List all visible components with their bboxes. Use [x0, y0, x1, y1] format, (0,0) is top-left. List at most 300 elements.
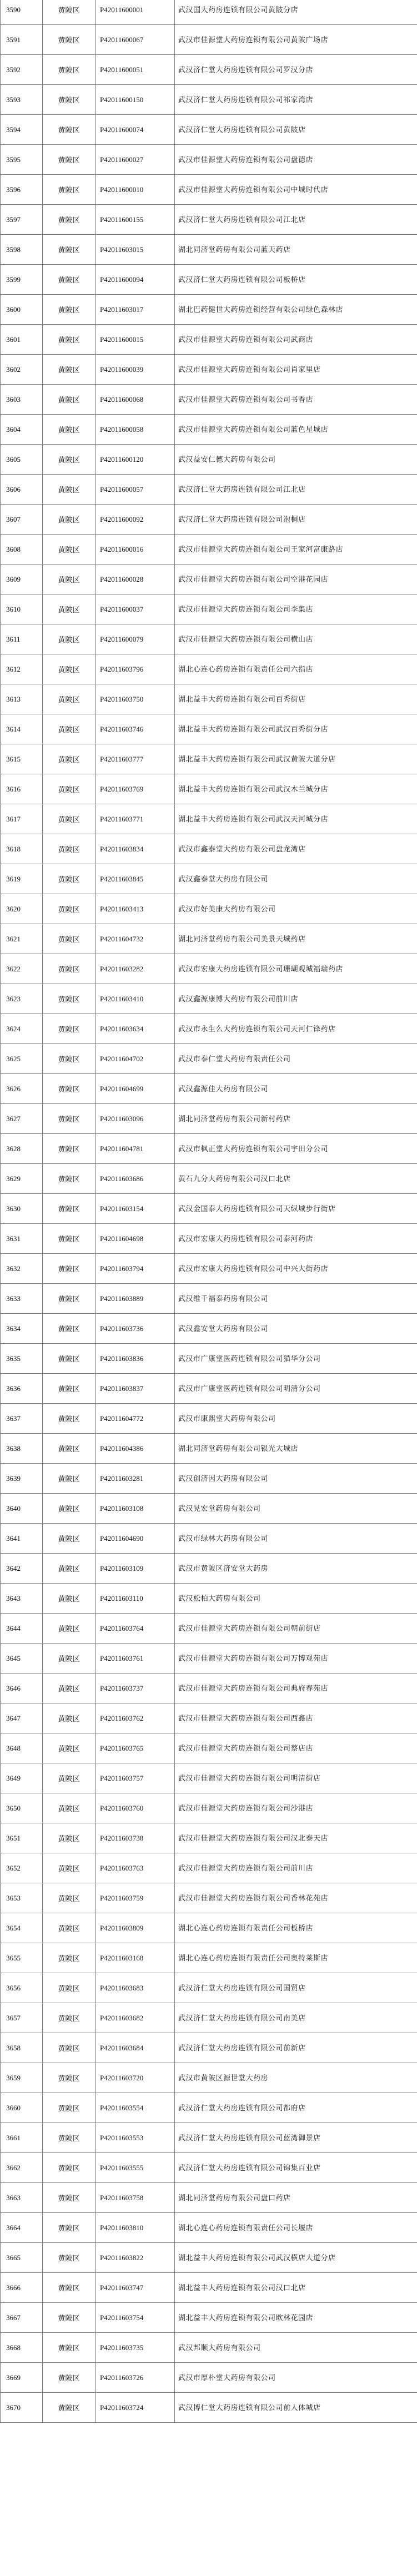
pharmacy-name-cell: 武汉市佳源堂大药房连锁有限公司王家河富康路店 — [175, 535, 417, 564]
district-cell: 黄陂区 — [43, 1224, 96, 1254]
row-number: 3621 — [1, 924, 43, 954]
pharmacy-name-cell: 湖北巴药健世大药房连锁经营有限公司绿色森林店 — [175, 295, 417, 325]
pharmacy-name-cell: 武汉邦顺大药房有限公司 — [175, 2333, 417, 2363]
table-row — [1, 1434, 417, 1464]
row-number: 3619 — [1, 864, 43, 894]
district-cell: 黄陂区 — [43, 654, 96, 684]
table-row — [1, 55, 417, 85]
code-cell: P42011603757 — [96, 1763, 175, 1793]
code-cell: P42011603763 — [96, 1853, 175, 1883]
pharmacy-name-cell: 湖北益丰大药房连锁有限公司欧林花园店 — [175, 2303, 417, 2333]
pharmacy-name-cell: 武汉市佳源堂大药房连锁有限公司前川店 — [175, 1853, 417, 1883]
row-number: 3610 — [1, 594, 43, 624]
row-number: 3627 — [1, 1104, 43, 1134]
district-cell: 黄陂区 — [43, 1793, 96, 1823]
code-cell: P42011603413 — [96, 894, 175, 924]
row-number: 3631 — [1, 1224, 43, 1254]
table-row — [1, 1614, 417, 1644]
row-number: 3658 — [1, 2033, 43, 2063]
district-cell: 黄陂区 — [43, 2183, 96, 2213]
pharmacy-name-cell: 武汉鑫泰堂大药房有限公司 — [175, 864, 417, 894]
table-row — [1, 115, 417, 145]
pharmacy-name-cell: 武汉市佳源堂大药房连锁有限公司黄陂广场店 — [175, 25, 417, 55]
row-number: 3652 — [1, 1853, 43, 1883]
pharmacy-name-cell: 武汉市佳源堂大药房连锁有限公司汉北泰天店 — [175, 1823, 417, 1853]
row-number: 3656 — [1, 1973, 43, 2003]
row-number: 3603 — [1, 385, 43, 415]
table-row — [1, 0, 417, 25]
district-cell: 黄陂区 — [43, 535, 96, 564]
pharmacy-name-cell: 武汉市佳源堂大药房连锁有限公司书香店 — [175, 385, 417, 415]
row-number: 3670 — [1, 2393, 43, 2423]
pharmacy-name-cell: 武汉市佳源堂大药房连锁有限公司西鑫店 — [175, 1703, 417, 1733]
row-number: 3590 — [1, 0, 43, 25]
district-cell: 黄陂区 — [43, 1464, 96, 1494]
district-cell: 黄陂区 — [43, 1074, 96, 1104]
pharmacy-name-cell: 武汉国大药房连锁有限公司黄陂分店 — [175, 0, 417, 25]
district-cell: 黄陂区 — [43, 85, 96, 115]
district-cell: 黄陂区 — [43, 2303, 96, 2333]
district-cell: 黄陂区 — [43, 624, 96, 654]
table-row — [1, 834, 417, 864]
code-cell: P42011603750 — [96, 684, 175, 714]
code-cell: P42011603282 — [96, 954, 175, 984]
table-row — [1, 535, 417, 564]
pharmacy-name-cell: 武汉济仁堂大药房连锁有限公司江北店 — [175, 205, 417, 235]
table-row — [1, 145, 417, 175]
code-cell: P42011603845 — [96, 864, 175, 894]
pharmacy-name-cell: 武汉市佳源堂大药房连锁有限公司明清街店 — [175, 1763, 417, 1793]
code-cell: P42011603794 — [96, 1254, 175, 1284]
district-cell: 黄陂区 — [43, 55, 96, 85]
row-number: 3600 — [1, 295, 43, 325]
table-row — [1, 1554, 417, 1584]
code-cell: P42011600074 — [96, 115, 175, 145]
pharmacy-name-cell: 湖北益丰大药房连锁有限公司百秀街店 — [175, 684, 417, 714]
code-cell: P42011603837 — [96, 1374, 175, 1404]
code-cell: P42011603108 — [96, 1494, 175, 1524]
table-row — [1, 2243, 417, 2273]
row-number: 3593 — [1, 85, 43, 115]
code-cell: P42011603109 — [96, 1554, 175, 1584]
row-number: 3597 — [1, 205, 43, 235]
row-number: 3660 — [1, 2093, 43, 2123]
district-cell: 黄陂区 — [43, 2333, 96, 2363]
code-cell: P42011604690 — [96, 1524, 175, 1554]
district-cell: 黄陂区 — [43, 1344, 96, 1374]
code-cell: P42011600067 — [96, 25, 175, 55]
code-cell: P42011603017 — [96, 295, 175, 325]
district-cell: 黄陂区 — [43, 1404, 96, 1434]
district-cell: 黄陂区 — [43, 1164, 96, 1194]
table-row — [1, 2273, 417, 2303]
pharmacy-name-cell: 武汉市佳源堂大药房连锁有限公司蓝色星城店 — [175, 415, 417, 445]
district-cell: 黄陂区 — [43, 1014, 96, 1044]
row-number: 3662 — [1, 2153, 43, 2183]
pharmacy-name-cell: 武汉济仁堂大药房连锁有限公司国贸店 — [175, 1973, 417, 2003]
district-cell: 黄陂区 — [43, 984, 96, 1014]
pharmacy-name-cell: 武汉市黄陂区源世堂大药房 — [175, 2063, 417, 2093]
pharmacy-name-cell: 武汉市枫正堂大药房连锁有限公司宇田分公司 — [175, 1134, 417, 1164]
row-number: 3623 — [1, 984, 43, 1014]
table-row — [1, 624, 417, 654]
pharmacy-name-cell: 武汉鑫源佳大药房有限公司 — [175, 1074, 417, 1104]
district-cell: 黄陂区 — [43, 0, 96, 25]
district-cell: 黄陂区 — [43, 1524, 96, 1554]
table-row — [1, 1793, 417, 1823]
row-number: 3640 — [1, 1494, 43, 1524]
code-cell: P42011603684 — [96, 2033, 175, 2063]
district-cell: 黄陂区 — [43, 2273, 96, 2303]
pharmacy-name-cell: 武汉市泰仁堂大药房有限责任公司 — [175, 1044, 417, 1074]
code-cell: P42011604699 — [96, 1074, 175, 1104]
district-cell: 黄陂区 — [43, 295, 96, 325]
code-cell: P42011600068 — [96, 385, 175, 415]
table-row — [1, 564, 417, 594]
table-row — [1, 1673, 417, 1703]
table-row — [1, 2393, 417, 2423]
pharmacy-name-cell: 湖北益丰大药房连锁有限公司武汉天河城分店 — [175, 804, 417, 834]
row-number: 3663 — [1, 2183, 43, 2213]
table-row — [1, 1464, 417, 1494]
table-row — [1, 1194, 417, 1224]
district-cell: 黄陂区 — [43, 1554, 96, 1584]
row-number: 3606 — [1, 475, 43, 505]
table-row — [1, 2363, 417, 2393]
code-cell: P42011603836 — [96, 1344, 175, 1374]
district-cell: 黄陂区 — [43, 1434, 96, 1464]
pharmacy-name-cell: 武汉市厚朴堂大药房有限公司 — [175, 2363, 417, 2393]
row-number: 3653 — [1, 1883, 43, 1913]
row-number: 3630 — [1, 1194, 43, 1224]
district-cell: 黄陂区 — [43, 205, 96, 235]
table-row — [1, 2063, 417, 2093]
code-cell: P42011600015 — [96, 325, 175, 355]
row-number: 3601 — [1, 325, 43, 355]
row-number: 3635 — [1, 1344, 43, 1374]
table-row — [1, 1913, 417, 1943]
district-cell: 黄陂区 — [43, 2393, 96, 2423]
row-number: 3649 — [1, 1763, 43, 1793]
row-number: 3595 — [1, 145, 43, 175]
row-number: 3644 — [1, 1614, 43, 1644]
pharmacy-name-cell: 湖北同济堂药房有限公司蓝天药店 — [175, 235, 417, 265]
district-cell: 黄陂区 — [43, 2153, 96, 2183]
code-cell: P42011603758 — [96, 2183, 175, 2213]
code-cell: P42011603726 — [96, 2363, 175, 2393]
table-row — [1, 1254, 417, 1284]
district-cell: 黄陂区 — [43, 744, 96, 774]
row-number: 3608 — [1, 535, 43, 564]
table-row — [1, 1314, 417, 1344]
code-cell: P42011603736 — [96, 1314, 175, 1344]
table-row — [1, 1883, 417, 1913]
district-cell: 黄陂区 — [43, 1973, 96, 2003]
pharmacy-name-cell: 武汉晃宏堂药房有限公司 — [175, 1494, 417, 1524]
district-cell: 黄陂区 — [43, 115, 96, 145]
table-row — [1, 1584, 417, 1614]
code-cell: P42011603761 — [96, 1644, 175, 1673]
code-cell: P42011600155 — [96, 205, 175, 235]
district-cell: 黄陂区 — [43, 475, 96, 505]
row-number: 3645 — [1, 1644, 43, 1673]
district-cell: 黄陂区 — [43, 1644, 96, 1673]
pharmacy-name-cell: 湖北益丰大药房连锁有限公司武汉横店大道分店 — [175, 2243, 417, 2273]
district-cell: 黄陂区 — [43, 2003, 96, 2033]
district-cell: 黄陂区 — [43, 235, 96, 265]
table-row — [1, 2033, 417, 2063]
pharmacy-name-cell: 湖北同济堂药房有限公司盘口药店 — [175, 2183, 417, 2213]
code-cell: P42011603110 — [96, 1584, 175, 1614]
table-row — [1, 1943, 417, 1973]
district-cell: 黄陂区 — [43, 265, 96, 295]
row-number: 3638 — [1, 1434, 43, 1464]
table-row — [1, 1524, 417, 1554]
table-row — [1, 1703, 417, 1733]
table-row — [1, 385, 417, 415]
code-cell: P42011603822 — [96, 2243, 175, 2273]
pharmacy-name-cell: 武汉市佳源堂大药房连锁有限公司李集店 — [175, 594, 417, 624]
table-row — [1, 2333, 417, 2363]
code-cell: P42011603555 — [96, 2153, 175, 2183]
table-row — [1, 2093, 417, 2123]
code-cell: P42011603771 — [96, 804, 175, 834]
district-cell: 黄陂区 — [43, 1314, 96, 1344]
pharmacy-name-cell: 武汉市黄陂区济安堂大药房 — [175, 1554, 417, 1584]
table-row — [1, 2003, 417, 2033]
row-number: 3657 — [1, 2003, 43, 2033]
district-cell: 黄陂区 — [43, 2093, 96, 2123]
pharmacy-name-cell: 武汉济仁堂大药房连锁有限公司祁家湾店 — [175, 85, 417, 115]
district-cell: 黄陂区 — [43, 2033, 96, 2063]
table-row — [1, 25, 417, 55]
code-cell: P42011603735 — [96, 2333, 175, 2363]
code-cell: P42011600039 — [96, 355, 175, 385]
row-number: 3642 — [1, 1554, 43, 1584]
code-cell: P42011600027 — [96, 145, 175, 175]
district-cell: 黄陂区 — [43, 415, 96, 445]
district-cell: 黄陂区 — [43, 684, 96, 714]
pharmacy-name-cell: 武汉市佳源堂大药房连锁有限公司武商店 — [175, 325, 417, 355]
pharmacy-name-cell: 湖北心连心药房连锁有限责任公司板桥店 — [175, 1913, 417, 1943]
code-cell: P42011604386 — [96, 1434, 175, 1464]
row-number: 3648 — [1, 1733, 43, 1763]
row-number: 3604 — [1, 415, 43, 445]
code-cell: P42011603810 — [96, 2213, 175, 2243]
code-cell: P42011603720 — [96, 2063, 175, 2093]
table-row — [1, 1374, 417, 1404]
code-cell: P42011603769 — [96, 774, 175, 804]
code-cell: P42011603759 — [96, 1883, 175, 1913]
district-cell: 黄陂区 — [43, 1374, 96, 1404]
district-cell: 黄陂区 — [43, 2363, 96, 2393]
district-cell: 黄陂区 — [43, 1673, 96, 1703]
code-cell: P42011600010 — [96, 175, 175, 205]
row-number: 3596 — [1, 175, 43, 205]
code-cell: P42011603096 — [96, 1104, 175, 1134]
code-cell: P42011600028 — [96, 564, 175, 594]
code-cell: P42011600092 — [96, 505, 175, 535]
row-number: 3618 — [1, 834, 43, 864]
pharmacy-name-cell: 武汉金国泰大药房连锁有限公司天纵城步行街店 — [175, 1194, 417, 1224]
district-cell: 黄陂区 — [43, 325, 96, 355]
row-number: 3620 — [1, 894, 43, 924]
row-number: 3611 — [1, 624, 43, 654]
pharmacy-name-cell: 武汉市佳源堂大药房连锁有限公司香林花苑店 — [175, 1883, 417, 1913]
pharmacy-name-cell: 武汉市佳源堂大药房连锁有限公司中城时代店 — [175, 175, 417, 205]
table-row — [1, 1644, 417, 1673]
code-cell: P42011603686 — [96, 1164, 175, 1194]
pharmacy-name-cell: 武汉市好美康大药房有限公司 — [175, 894, 417, 924]
code-cell: P42011600016 — [96, 535, 175, 564]
district-cell: 黄陂区 — [43, 505, 96, 535]
code-cell: P42011600037 — [96, 594, 175, 624]
code-cell: P42011600079 — [96, 624, 175, 654]
table-row — [1, 744, 417, 774]
district-cell: 黄陂区 — [43, 2123, 96, 2153]
code-cell: P42011600058 — [96, 415, 175, 445]
table-row — [1, 235, 417, 265]
code-cell: P42011600150 — [96, 85, 175, 115]
row-number: 3650 — [1, 1793, 43, 1823]
table-row — [1, 1224, 417, 1254]
pharmacy-name-cell: 武汉济仁堂大药房连锁有限公司黄陂店 — [175, 115, 417, 145]
district-cell: 黄陂区 — [43, 804, 96, 834]
pharmacy-name-cell: 武汉益安仁德大药房有限公司 — [175, 445, 417, 475]
pharmacy-name-cell: 武汉市宏康大药房连锁有限公司珊瑚观城福瑞药店 — [175, 954, 417, 984]
table-row — [1, 2303, 417, 2333]
district-cell: 黄陂区 — [43, 714, 96, 744]
code-cell: P42011603281 — [96, 1464, 175, 1494]
district-cell: 黄陂区 — [43, 1284, 96, 1314]
table-row — [1, 924, 417, 954]
row-number: 3628 — [1, 1134, 43, 1164]
code-cell: P42011600057 — [96, 475, 175, 505]
table-row — [1, 684, 417, 714]
table-row — [1, 1494, 417, 1524]
code-cell: P42011603809 — [96, 1913, 175, 1943]
table-row — [1, 415, 417, 445]
table-row — [1, 1164, 417, 1194]
row-number: 3636 — [1, 1374, 43, 1404]
row-number: 3622 — [1, 954, 43, 984]
row-number: 3666 — [1, 2273, 43, 2303]
code-cell: P42011603834 — [96, 834, 175, 864]
row-number: 3591 — [1, 25, 43, 55]
code-cell: P42011603168 — [96, 1943, 175, 1973]
pharmacy-name-cell: 湖北同济堂药房有限公司银光大城店 — [175, 1434, 417, 1464]
district-cell: 黄陂区 — [43, 1134, 96, 1164]
row-number: 3665 — [1, 2243, 43, 2273]
row-number: 3643 — [1, 1584, 43, 1614]
pharmacy-name-cell: 湖北益丰大药房连锁有限公司武汉木兰城分店 — [175, 774, 417, 804]
row-number: 3634 — [1, 1314, 43, 1344]
table-row — [1, 2213, 417, 2243]
code-cell: P42011603762 — [96, 1703, 175, 1733]
row-number: 3612 — [1, 654, 43, 684]
pharmacy-name-cell: 武汉市康熙堂大药房有限公司 — [175, 1404, 417, 1434]
pharmacy-name-cell: 湖北同济堂药房有限公司新村药店 — [175, 1104, 417, 1134]
district-cell: 黄陂区 — [43, 1703, 96, 1733]
table-row — [1, 325, 417, 355]
pharmacy-name-cell: 武汉维千福泰药房有限公司 — [175, 1284, 417, 1314]
pharmacy-name-cell: 湖北益丰大药房连锁有限公司武汉百秀街分店 — [175, 714, 417, 744]
district-cell: 黄陂区 — [43, 1044, 96, 1074]
pharmacy-name-cell: 武汉创济因大药房有限公司 — [175, 1464, 417, 1494]
pharmacy-name-cell: 武汉济仁堂大药房连锁有限公司蓝湾御景店 — [175, 2123, 417, 2153]
code-cell: P42011603737 — [96, 1673, 175, 1703]
pharmacy-name-cell: 武汉济仁堂大药房连锁有限公司罗汉分店 — [175, 55, 417, 85]
pharmacy-name-cell: 湖北心连心药房连锁有限责任公司长堰店 — [175, 2213, 417, 2243]
table-row — [1, 1344, 417, 1374]
row-number: 3598 — [1, 235, 43, 265]
code-cell: P42011603746 — [96, 714, 175, 744]
table-row — [1, 85, 417, 115]
row-number: 3641 — [1, 1524, 43, 1554]
table-row — [1, 2123, 417, 2153]
district-cell: 黄陂区 — [43, 1853, 96, 1883]
table-row — [1, 774, 417, 804]
code-cell: P42011603553 — [96, 2123, 175, 2153]
row-number: 3607 — [1, 505, 43, 535]
row-number: 3629 — [1, 1164, 43, 1194]
table-row — [1, 445, 417, 475]
pharmacy-name-cell: 武汉市佳源堂大药房连锁有限公司沙港店 — [175, 1793, 417, 1823]
code-cell: P42011600094 — [96, 265, 175, 295]
table-row — [1, 475, 417, 505]
pharmacy-name-cell: 武汉市宏康大药房连锁有限公司中兴大街药店 — [175, 1254, 417, 1284]
pharmacy-name-cell: 武汉博仁堂大药房连锁有限公司前人体城店 — [175, 2393, 417, 2423]
code-cell: P42011600001 — [96, 0, 175, 25]
code-cell: P42011603154 — [96, 1194, 175, 1224]
row-number: 3592 — [1, 55, 43, 85]
row-number: 3624 — [1, 1014, 43, 1044]
row-number: 3646 — [1, 1673, 43, 1703]
row-number: 3616 — [1, 774, 43, 804]
pharmacy-name-cell: 武汉市佳源堂大药房连锁有限公司横山店 — [175, 624, 417, 654]
table-row — [1, 1853, 417, 1883]
pharmacy-name-cell: 武汉济仁堂大药房连锁有限公司江北店 — [175, 475, 417, 505]
code-cell: P42011603683 — [96, 1973, 175, 2003]
row-number: 3667 — [1, 2303, 43, 2333]
row-number: 3599 — [1, 265, 43, 295]
row-number: 3609 — [1, 564, 43, 594]
code-cell: P42011604732 — [96, 924, 175, 954]
pharmacy-name-cell: 武汉松柏大药房有限公司 — [175, 1584, 417, 1614]
row-number: 3669 — [1, 2363, 43, 2393]
district-cell: 黄陂区 — [43, 355, 96, 385]
table-row — [1, 1823, 417, 1853]
code-cell: P42011600120 — [96, 445, 175, 475]
code-cell: P42011604702 — [96, 1044, 175, 1074]
pharmacy-name-cell: 武汉济仁堂大药房连锁有限公司板桥店 — [175, 265, 417, 295]
table-row — [1, 714, 417, 744]
district-cell: 黄陂区 — [43, 25, 96, 55]
table-row — [1, 1973, 417, 2003]
district-cell: 黄陂区 — [43, 954, 96, 984]
district-cell: 黄陂区 — [43, 1943, 96, 1973]
pharmacy-name-cell: 武汉济仁堂大药房连锁有限公司都府店 — [175, 2093, 417, 2123]
pharmacy-name-cell: 湖北心连心药房连锁有限责任公司六指店 — [175, 654, 417, 684]
row-number: 3668 — [1, 2333, 43, 2363]
code-cell: P42011603764 — [96, 1614, 175, 1644]
table-row — [1, 265, 417, 295]
row-number: 3655 — [1, 1943, 43, 1973]
table-row — [1, 1404, 417, 1434]
district-cell: 黄陂区 — [43, 864, 96, 894]
row-number: 3647 — [1, 1703, 43, 1733]
district-cell: 黄陂区 — [43, 1194, 96, 1224]
